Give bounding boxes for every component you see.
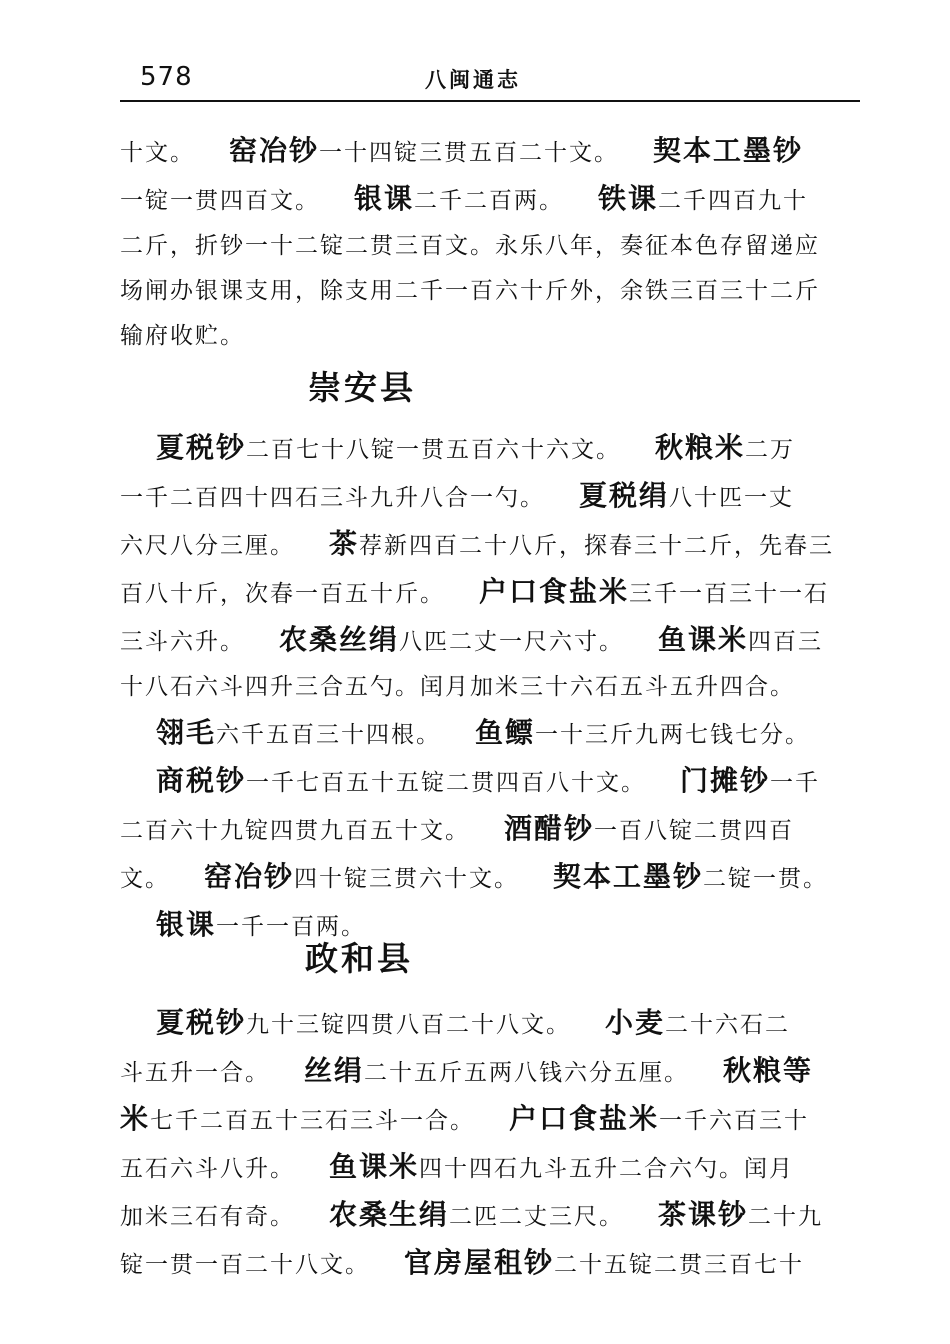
text-line [120,806,862,854]
item-detail: 一千六百三十 [659,1108,810,1134]
item-detail: 八十匹一丈 [669,485,795,511]
text-line [120,758,862,806]
item-detail: 二十五斤五两八钱六分五厘。 [364,1060,690,1086]
item-detail: 一千七百五十五锭二贯四百八十文。 [246,770,647,796]
item-detail: 二锭一贯。 [703,866,829,892]
item-detail: 六尺八分三厘。 [120,533,295,559]
item-name: 窑冶钞 [204,860,295,893]
text-line [120,617,862,665]
item-detail: 一十四锭三贯五百二十文。 [319,140,620,166]
item-detail: 二百七十八锭一贯五百六十六文。 [246,437,622,463]
item-name: 米 [120,1102,151,1135]
text-line [120,176,862,224]
item-detail: 一十三斤九两七钱七分。 [535,722,811,748]
item-detail: 锭一贯一百二十八文。 [120,1252,370,1278]
text-line [120,521,862,569]
item-name: 酒醋钞 [504,812,595,845]
item-name: 丝绢 [304,1054,365,1087]
text-line [120,710,862,758]
item-detail: 十文。 [120,140,195,166]
item-detail: 文。 [120,866,170,892]
item-name: 户口食盐米 [509,1102,660,1135]
item-name: 银课 [156,908,217,941]
item-name: 秋粮等 [723,1054,814,1087]
item-detail: 一千一百两。 [216,914,367,940]
running-title: 八闽通志 [425,67,521,92]
item-name: 鱼课米 [329,1150,420,1183]
text-line [120,314,862,359]
text-line [120,128,862,176]
section-body-chongan [120,425,862,950]
text-line [120,473,862,521]
item-detail: 三千一百三十一石 [629,581,830,607]
item-detail: 二十九 [748,1204,824,1230]
item-detail: 四十锭三贯六十文。 [294,866,520,892]
item-detail: 一锭一贯四百文。 [120,188,320,214]
text-line [120,224,862,269]
item-name: 契本工墨钞 [553,860,704,893]
item-name: 夏税钞 [156,431,247,464]
item-detail: 二斤，折钞一十二锭二贯三百文。永乐八年，奏征本色存留递应 [120,233,820,259]
text-line [120,665,862,710]
item-name: 农桑丝绢 [279,623,400,656]
item-detail: 二十五锭二贯三百七十 [554,1252,805,1278]
item-name: 夏税绢 [579,479,670,512]
item-name: 小麦 [605,1006,666,1039]
text-line [120,854,862,902]
item-detail: 一千 [770,770,821,796]
text-line [120,269,862,314]
item-detail: 输府收贮。 [120,323,245,349]
item-detail: 斗五升一合。 [120,1060,270,1086]
item-detail: 二千四百九十 [658,188,809,214]
item-name: 官房屋租钞 [404,1246,555,1279]
text-line [120,569,862,617]
item-name: 鱼课米 [658,623,749,656]
item-detail: 二十六石二 [665,1012,791,1038]
text-line [120,1144,862,1192]
text-line [120,902,862,950]
item-detail: 荐新四百二十八斤，探春三十二斤，先春三 [359,533,835,559]
paragraph-continued [120,128,862,359]
item-detail: 场闸办银课支用，除支用二千一百六十斤外，余铁三百三十二斤 [120,278,820,304]
text-line [120,1096,862,1144]
item-detail: 五石六斗八升。 [120,1156,295,1182]
item-name: 窑冶钞 [229,134,320,167]
item-name: 翎毛 [156,716,217,749]
item-name: 茶 [329,527,360,560]
item-detail: 九十三锭四贯八百二十八文。 [246,1012,572,1038]
item-name: 鱼鳔 [475,716,536,749]
item-detail: 百八十斤，次春一百五十斤。 [120,581,445,607]
section-body-zhenghe [120,1000,862,1288]
header-rule [120,100,860,102]
section-title-zhenghe: 政和县 [305,939,413,978]
item-name: 银课 [354,182,415,215]
item-detail: 二千二百两。 [414,188,565,214]
item-detail: 四十四石九斗五升二合六勺。闰月 [419,1156,795,1182]
item-detail: 一千二百四十四石三斗九升八合一勺。 [120,485,545,511]
item-name: 契本工墨钞 [653,134,804,167]
text-line [120,1192,862,1240]
item-name: 商税钞 [156,764,247,797]
text-line [120,1240,862,1288]
item-detail: 三斗六升。 [120,629,245,655]
text-line [120,1000,862,1048]
item-name: 铁课 [598,182,659,215]
item-detail: 二百六十九锭四贯九百五十文。 [120,818,470,844]
item-detail: 十八石六斗四升三合五勺。闰月加米三十六石五斗五升四合。 [120,674,795,700]
item-name: 农桑生绢 [329,1198,450,1231]
item-detail: 七千二百五十三石三斗一合。 [150,1108,476,1134]
item-detail: 二匹二丈三尺。 [449,1204,625,1230]
section-title-chongan: 崇安县 [308,368,416,407]
item-name: 户口食盐米 [479,575,630,608]
item-detail: 六千五百三十四根。 [216,722,442,748]
text-line [120,1048,862,1096]
item-detail: 一百八锭二贯四百 [594,818,795,844]
item-detail: 四百三 [748,629,824,655]
item-name: 秋粮米 [655,431,746,464]
item-name: 茶课钞 [658,1198,749,1231]
item-detail: 加米三石有奇。 [120,1204,295,1230]
item-name: 门摊钞 [680,764,771,797]
item-detail: 八匹二丈一尺六寸。 [399,629,625,655]
item-detail: 二万 [745,437,796,463]
page-number: 578 [140,62,193,92]
text-line [120,425,862,473]
item-name: 夏税钞 [156,1006,247,1039]
